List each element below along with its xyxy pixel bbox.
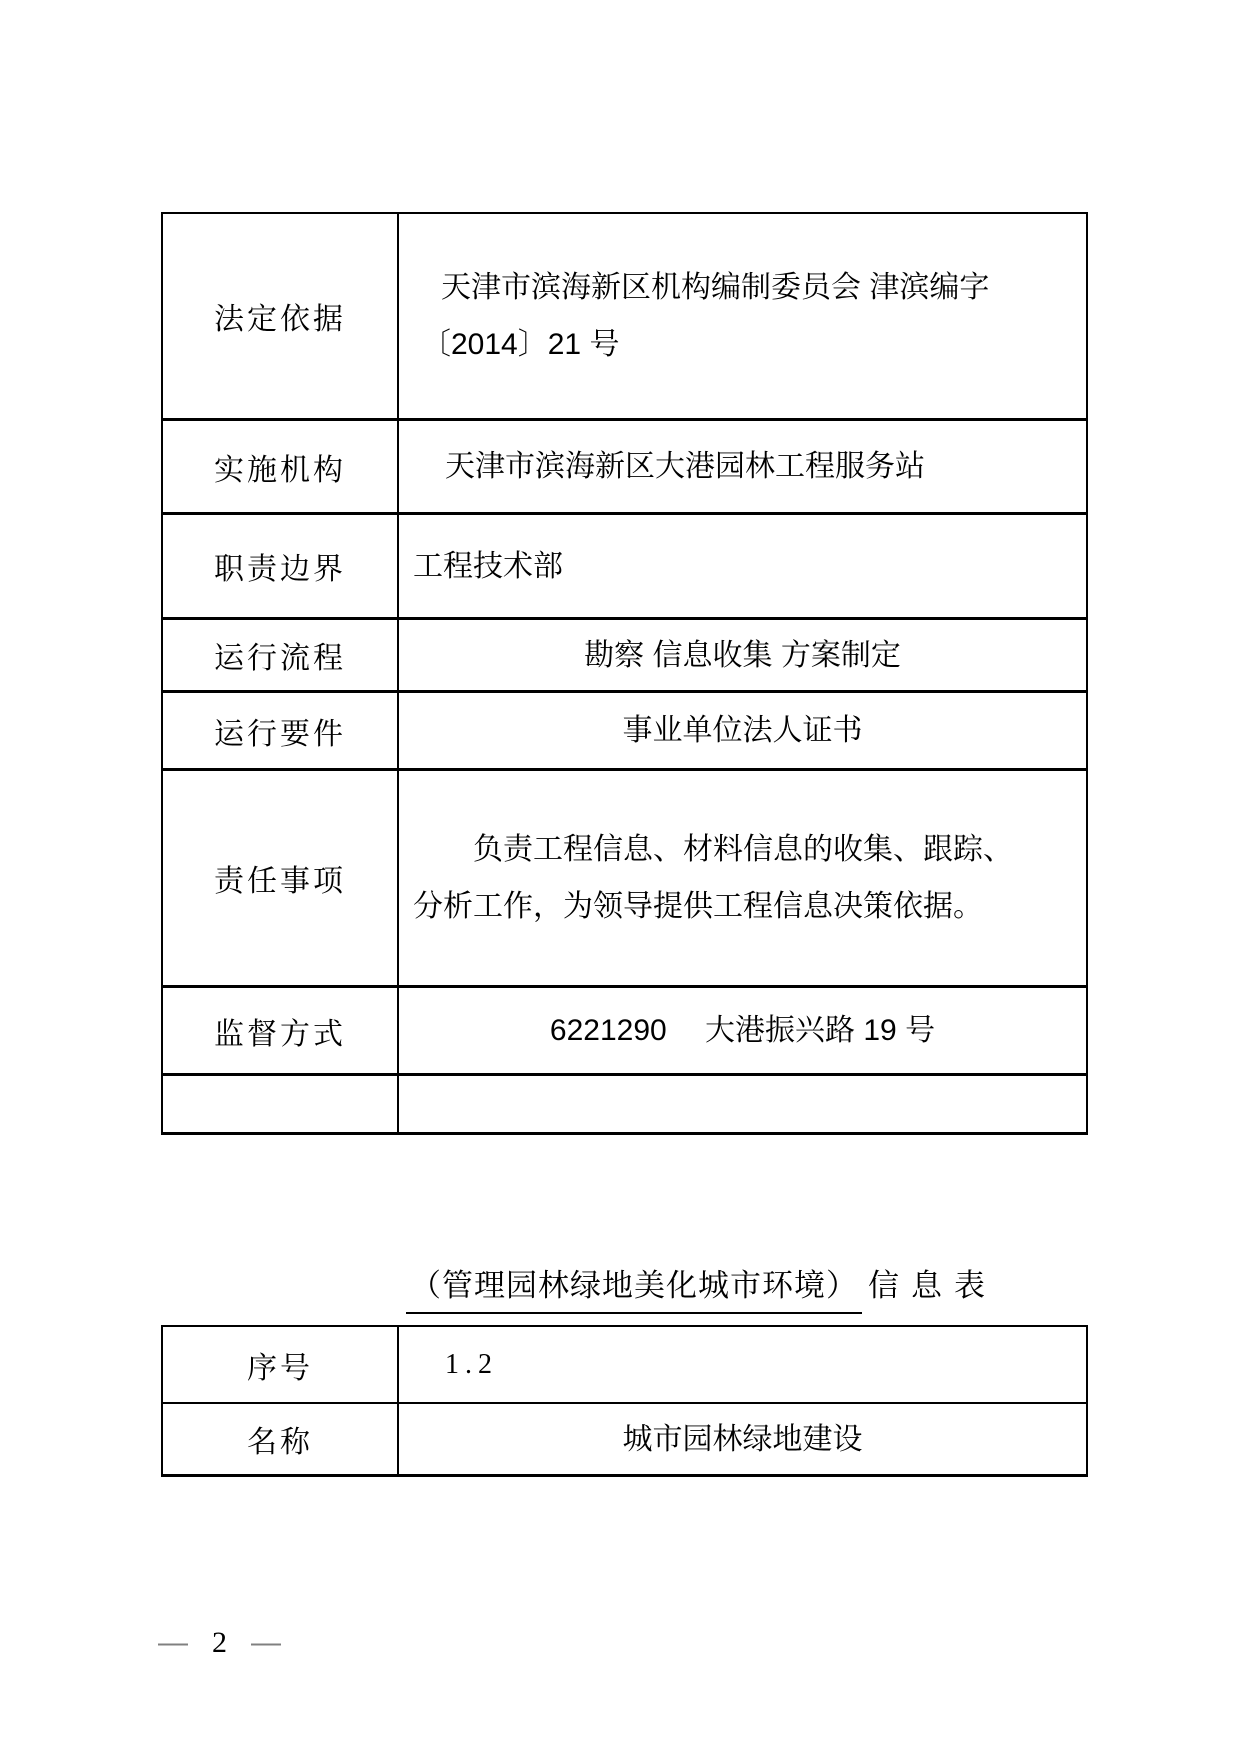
row-value-cell [399,1327,1086,1402]
row-label-cell [163,515,399,617]
row-value-line: 天津市滨海新区机构编制委员会 津滨编字 [441,271,990,304]
row-label: 责任事项 [214,865,346,898]
table-row-supervision-method [163,985,1086,1073]
table-row-operation-process [163,617,1086,690]
table-row-legal-basis [163,214,1086,418]
row-value-cell [399,214,1086,418]
table-row-responsibility-boundary [163,512,1086,617]
page-number-dash-right: — [251,1626,281,1659]
row-label: 职责边界 [214,553,346,586]
info-table-main [161,212,1088,1135]
row-label-cell [163,620,399,690]
row-value: 6221290 大港振兴路 19 号 [549,1014,936,1047]
row-label: 名称 [247,1426,313,1459]
row-value: 工程技术部 [413,549,563,583]
table-row-empty [163,1073,1086,1132]
table-row-responsibility-matters [163,768,1086,985]
row-value: 天津市滨海新区大港园林工程服务站 [445,450,925,483]
row-value-cell [399,515,1086,617]
row-value-cell [399,988,1086,1073]
row-value: 城市园林绿地建设 [622,1422,863,1456]
row-value: 事业单位法人证书 [622,714,863,747]
row-value-cell [399,620,1086,690]
row-label: 序号 [247,1351,313,1385]
row-label: 运行流程 [214,642,346,675]
row-label-cell [163,1076,399,1132]
table-row-operation-requirements [163,690,1086,768]
row-label-cell [163,1404,399,1474]
row-label: 运行要件 [214,717,346,751]
row-label-cell [163,988,399,1073]
row-value-cell [399,1076,1086,1132]
table-row-implementing-agency [163,418,1086,512]
page-number-value: 2 [212,1626,227,1659]
row-value: 勘察 信息收集 方案制定 [584,638,901,672]
info-table-secondary [161,1325,1088,1477]
row-label-cell [163,693,399,768]
page-number [158,1626,281,1660]
row-value-cell [399,771,1086,985]
row-label-cell [163,1327,399,1402]
row-value-cell [399,421,1086,512]
row-value-line: 负责工程信息、材料信息的收集、跟踪、 [473,833,1013,866]
section-title [406,1260,997,1314]
table-row-name [163,1402,1086,1474]
row-value: 1.2 [445,1349,498,1380]
row-label-cell [163,421,399,512]
row-value-cell [399,1404,1086,1474]
row-label: 法定依据 [214,303,346,336]
row-value-line: 〔2014〕21 号 [421,328,620,361]
table-row-serial-number [163,1327,1086,1402]
row-label-cell [163,214,399,418]
section-title-bracketed: （管理园林绿地美化城市环境） [406,1260,862,1314]
row-label-cell [163,771,399,985]
row-label: 监督方式 [214,1017,346,1051]
row-label: 实施机构 [214,453,346,487]
page-number-dash-left: — [158,1626,188,1659]
row-value-cell [399,693,1086,768]
row-value-line: 分析工作，为领导提供工程信息决策依据。 [413,890,983,923]
section-title-suffix: 信息表 [868,1268,997,1304]
